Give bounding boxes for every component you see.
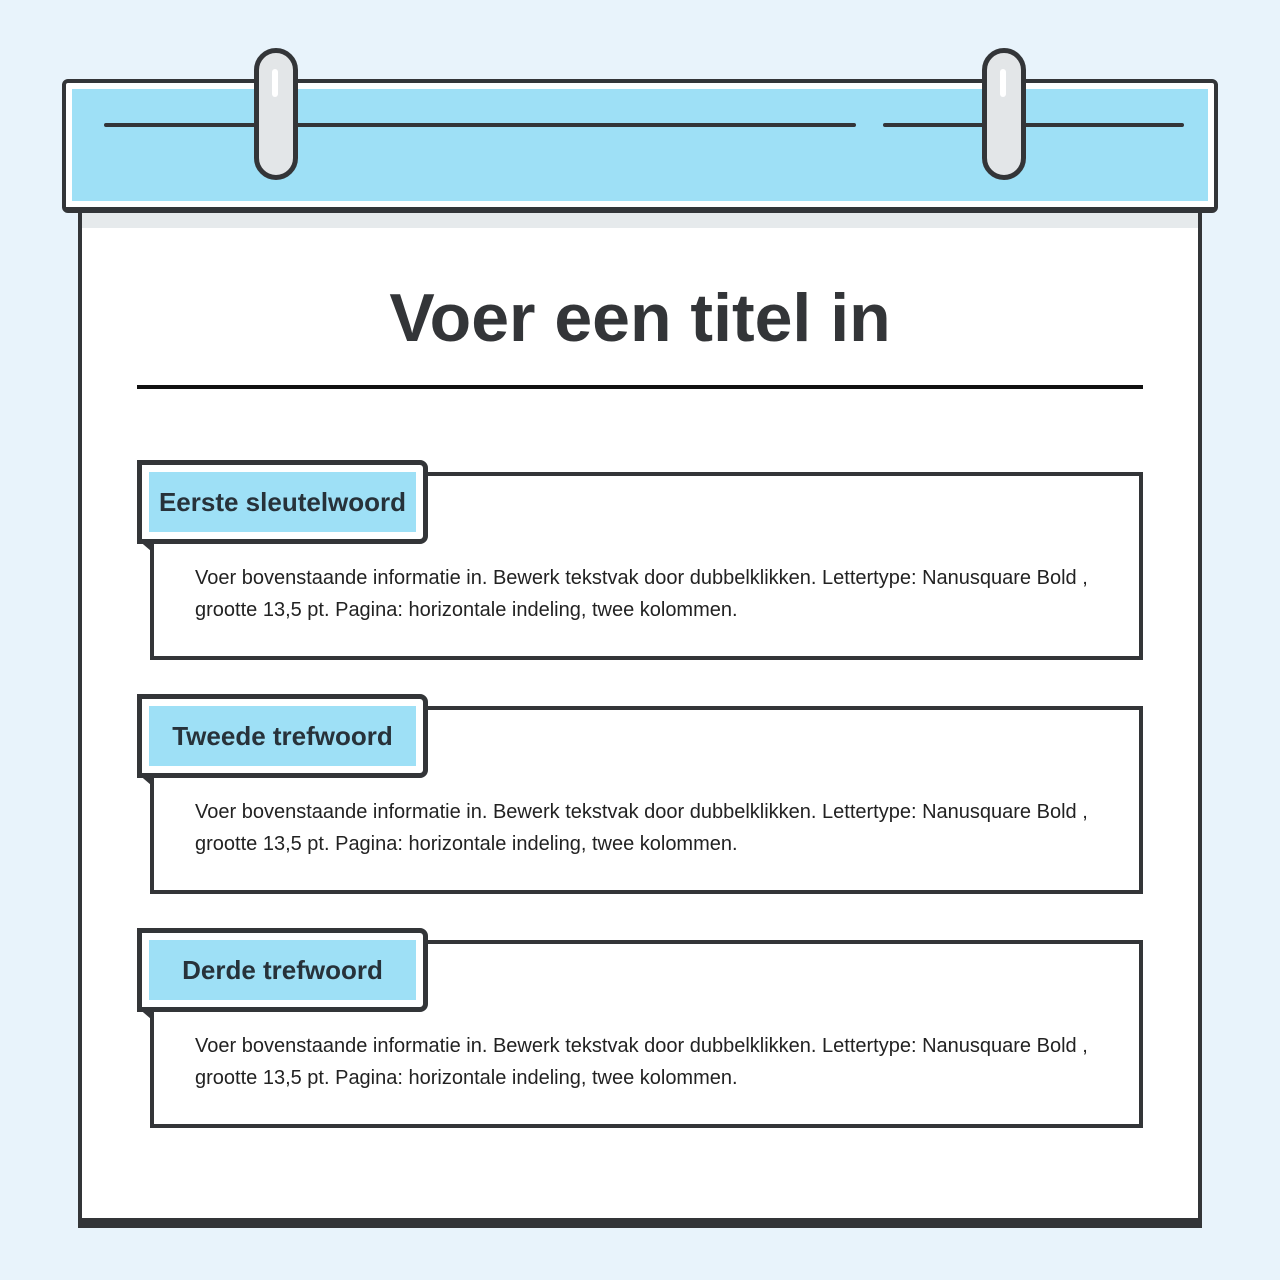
keyword-section-3 (137, 928, 1143, 1128)
section-body-text[interactable]: Voer bovenstaande informatie in. Bewerk tekstvak door dubbelklikken. Lettertype: Nanusquare Bold , grootte 13,5 pt. Pagina: horizontale indeling, twee kolommen. (195, 1035, 1088, 1089)
title-divider (137, 385, 1143, 389)
header-line-left (104, 123, 856, 127)
binder-ring-right-icon (982, 48, 1026, 180)
page-title[interactable]: Voer een titel in (389, 280, 891, 356)
keyword-tab (137, 694, 428, 778)
binder-ring-left-icon (254, 48, 298, 180)
keyword-section-2 (137, 694, 1143, 894)
section-body-text[interactable]: Voer bovenstaande informatie in. Bewerk tekstvak door dubbelklikken. Lettertype: Nanusquare Bold , grootte 13,5 pt. Pagina: horizontale indeling, twee kolommen. (195, 801, 1088, 855)
keyword-label[interactable]: Eerste sleutelwoord (149, 472, 416, 532)
keyword-label[interactable]: Tweede trefwoord (149, 706, 416, 766)
keyword-label[interactable]: Derde trefwoord (149, 940, 416, 1000)
keyword-tab (137, 460, 428, 544)
keyword-tab (137, 928, 428, 1012)
header-line-right (883, 123, 1184, 127)
section-body-text[interactable]: Voer bovenstaande informatie in. Bewerk tekstvak door dubbelklikken. Lettertype: Nanusquare Bold , grootte 13,5 pt. Pagina: horizontale indeling, twee kolommen. (195, 567, 1088, 621)
keyword-section-1 (137, 460, 1143, 660)
header-fill (72, 89, 1208, 201)
calendar-header (62, 79, 1218, 213)
